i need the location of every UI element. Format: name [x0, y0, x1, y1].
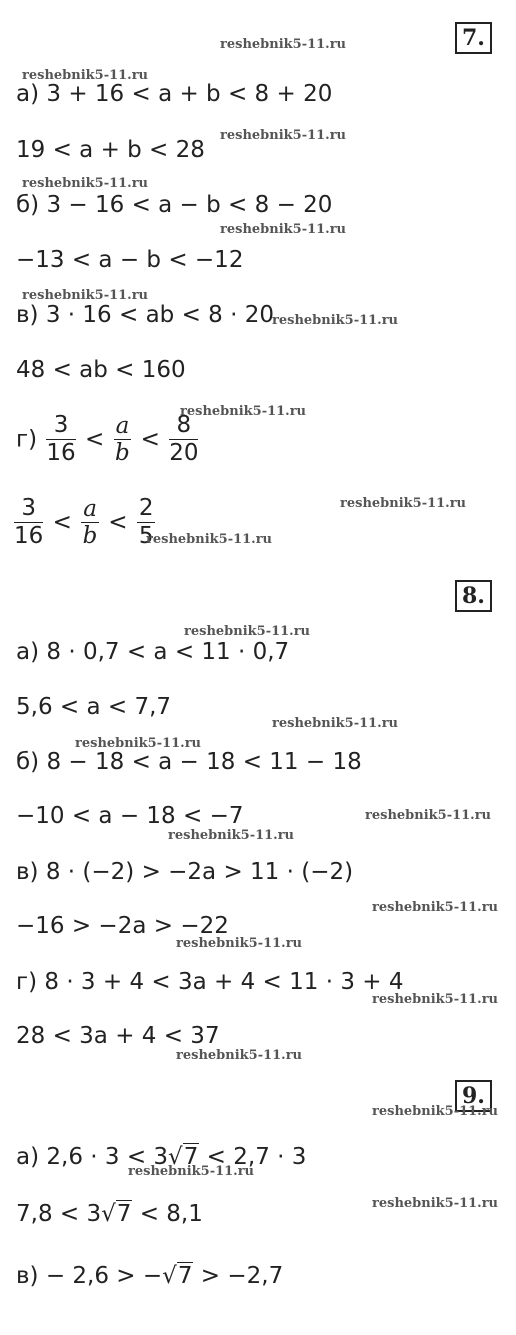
- watermark: reshebnik5-11.ru: [75, 736, 202, 751]
- math-line: −10 < a − 18 < −7: [16, 803, 244, 829]
- section-number-7: 7.: [455, 22, 492, 54]
- watermark: reshebnik5-11.ru: [365, 808, 492, 823]
- math-line: а) 8 · 0,7 < a < 11 · 0,7: [16, 639, 290, 665]
- watermark: reshebnik5-11.ru: [176, 1048, 303, 1063]
- section-number-9: 9.: [455, 1080, 492, 1112]
- math-line: а) 2,6 · 3 < 3√7 < 2,7 · 3: [16, 1144, 307, 1170]
- watermark: reshebnik5-11.ru: [372, 1104, 499, 1119]
- watermark: reshebnik5-11.ru: [22, 68, 149, 83]
- less-than: <: [140, 426, 160, 453]
- fraction: $\frac{8}{20}$: [169, 412, 199, 466]
- math-line: г) 8 · 3 + 4 < 3a + 4 < 11 · 3 + 4: [16, 969, 404, 995]
- watermark: reshebnik5-11.ru: [220, 37, 347, 52]
- less-than: <: [52, 509, 72, 536]
- math-line: в) − 2,6 > −√7 > −2,7: [16, 1263, 284, 1289]
- watermark: reshebnik5-11.ru: [220, 128, 347, 143]
- fraction-line: [12, 495, 157, 550]
- math-line: в) 8 · (−2) > −2a > 11 · (−2): [16, 859, 354, 885]
- watermark: reshebnik5-11.ru: [168, 828, 295, 843]
- fraction: $\frac{a}{b}$: [115, 413, 130, 466]
- section-number-8: 8.: [455, 580, 492, 612]
- watermark: reshebnik5-11.ru: [372, 992, 499, 1007]
- watermark: reshebnik5-11.ru: [272, 716, 399, 731]
- watermark: reshebnik5-11.ru: [22, 176, 149, 191]
- fraction: $\frac{3}{16}$: [14, 495, 44, 549]
- math-line: 5,6 < a < 7,7: [16, 694, 172, 720]
- fraction: $\frac{a}{b}$: [82, 496, 98, 549]
- math-line: а) 3 + 16 < a + b < 8 + 20: [16, 81, 333, 107]
- watermark: reshebnik5-11.ru: [372, 1196, 499, 1211]
- watermark: reshebnik5-11.ru: [128, 1164, 255, 1179]
- watermark: reshebnik5-11.ru: [340, 496, 467, 511]
- watermark: reshebnik5-11.ru: [22, 288, 149, 303]
- less-than: <: [84, 426, 105, 453]
- watermark: reshebnik5-11.ru: [372, 900, 499, 915]
- watermark: reshebnik5-11.ru: [180, 404, 307, 419]
- less-than: <: [108, 509, 128, 536]
- watermark: reshebnik5-11.ru: [184, 624, 311, 639]
- watermark: reshebnik5-11.ru: [272, 313, 399, 328]
- math-line: б) 8 − 18 < a − 18 < 11 − 18: [16, 749, 362, 775]
- math-line: б) 3 − 16 < a − b < 8 − 20: [16, 192, 333, 218]
- fraction: $\frac{2}{5}$: [138, 495, 154, 549]
- watermark: reshebnik5-11.ru: [146, 532, 273, 547]
- math-line: 7,8 < 3√7 < 8,1: [16, 1201, 203, 1227]
- watermark: reshebnik5-11.ru: [176, 936, 303, 951]
- watermark: reshebnik5-11.ru: [220, 222, 347, 237]
- item-label: г): [16, 426, 38, 453]
- math-line: 28 < 3a + 4 < 37: [16, 1023, 220, 1049]
- fraction: $\frac{3}{16}$: [46, 412, 76, 466]
- math-line: 48 < ab < 160: [16, 357, 186, 383]
- math-line: −13 < a − b < −12: [16, 247, 244, 273]
- math-line: −16 > −2a > −22: [16, 913, 229, 939]
- math-line: 19 < a + b < 28: [16, 137, 205, 163]
- math-line: в) 3 · 16 < ab < 8 · 20: [16, 302, 274, 328]
- fraction-line: [16, 412, 200, 467]
